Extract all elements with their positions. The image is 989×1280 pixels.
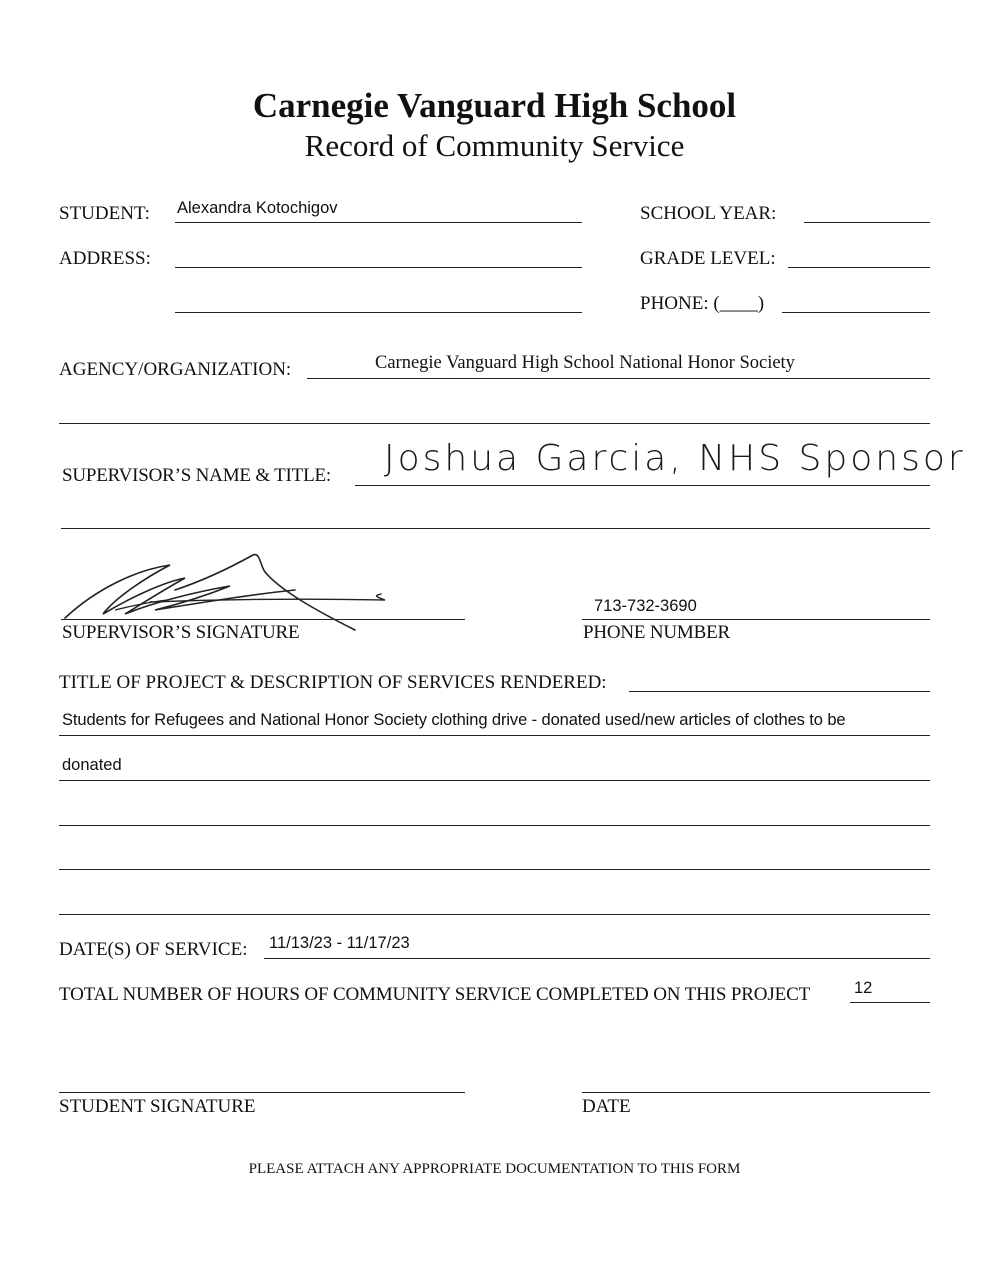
student-name-line [175, 222, 582, 223]
project-line-1 [59, 735, 930, 736]
supervisor-name-label: SUPERVISOR’S NAME & TITLE: [62, 465, 331, 486]
supervisor-phone-label: PHONE NUMBER [583, 622, 730, 643]
hours-line [850, 1002, 930, 1003]
grade-level-label: GRADE LEVEL: [640, 248, 776, 269]
supervisor-signature-line [61, 619, 465, 620]
hours-value[interactable]: 12 [854, 979, 873, 997]
attachment-note: PLEASE ATTACH ANY APPROPRIATE DOCUMENTATION TO THIS FORM [248, 1161, 741, 1177]
supervisor-name-line [355, 485, 930, 486]
grade-level-line [788, 267, 930, 268]
phone-label: PHONE: (____) [640, 293, 765, 314]
school-name: Carnegie Vanguard High School [252, 86, 737, 125]
school-year-line [804, 222, 930, 223]
agency-line [307, 378, 930, 379]
project-description-line1[interactable]: Students for Refugees and National Honor Society clothing drive - donated used/new articles of clothes to be [62, 711, 846, 729]
supervisor-name-line-2 [61, 528, 930, 529]
student-signature-line [59, 1092, 465, 1093]
project-description-line2[interactable]: donated [62, 756, 122, 774]
supervisor-name-handwritten: Joshua Garcia, NHS Sponsor [384, 438, 966, 479]
form-title: Record of Community Service [304, 128, 685, 163]
school-year-label: SCHOOL YEAR: [640, 203, 777, 224]
dates-line [264, 958, 930, 959]
student-name-value[interactable]: Alexandra Kotochigov [177, 199, 338, 217]
address-line-1 [175, 267, 582, 268]
project-line-2 [59, 780, 930, 781]
agency-value[interactable]: Carnegie Vanguard High School National Honor Society [375, 353, 795, 373]
address-label: ADDRESS: [59, 248, 151, 269]
project-line-5 [59, 914, 930, 915]
supervisor-phone-value[interactable]: 713-732-3690 [594, 597, 697, 615]
dates-value[interactable]: 11/13/23 - 11/17/23 [269, 934, 410, 952]
supervisor-signature-label: SUPERVISOR’S SIGNATURE [62, 622, 300, 643]
project-line-4 [59, 869, 930, 870]
student-signature-label: STUDENT SIGNATURE [59, 1096, 256, 1117]
hours-label: TOTAL NUMBER OF HOURS OF COMMUNITY SERVICE COMPLETED ON THIS PROJECT [59, 984, 811, 1005]
agency-line-2 [59, 423, 930, 424]
address-line-2 [175, 312, 582, 313]
date-label: DATE [582, 1096, 631, 1117]
supervisor-phone-line [582, 619, 930, 620]
project-title-line [629, 691, 930, 692]
dates-label: DATE(S) OF SERVICE: [59, 939, 248, 960]
student-label: STUDENT: [59, 203, 150, 224]
phone-line [782, 312, 930, 313]
project-line-3 [59, 825, 930, 826]
agency-label: AGENCY/ORGANIZATION: [59, 359, 292, 380]
date-line [582, 1092, 930, 1093]
project-label: TITLE OF PROJECT & DESCRIPTION OF SERVICES RENDERED: [59, 672, 607, 693]
